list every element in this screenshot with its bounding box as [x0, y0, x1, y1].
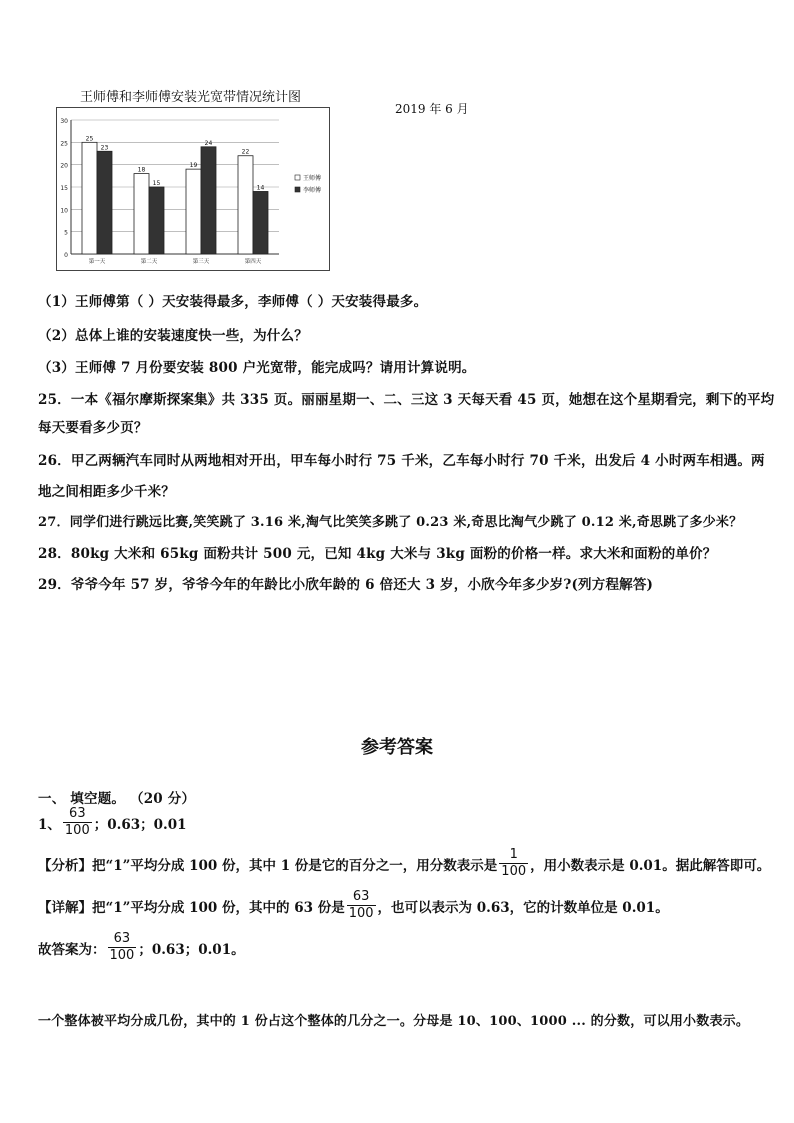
fraction-63-100 — [63, 806, 92, 839]
question-28: 28．80kg 大米和 65kg 面粉共计 500 元，已知 4kg 大米与 3kg 面粉的价格一样。求大米和面粉的单价？ — [38, 546, 717, 562]
fraction-denominator: 100 — [64, 823, 90, 838]
bar-li — [97, 151, 112, 254]
fraction-denominator: 100 — [348, 906, 374, 921]
bar-wang — [238, 156, 253, 254]
legend-swatch — [295, 175, 300, 180]
fraction-numerator: 63 — [347, 889, 376, 906]
fraction-numerator: 1 — [499, 847, 528, 864]
question-26-line1: 26．甲乙两辆汽车同时从两地相对开出，甲车每小时行 75 千米，乙车每小时行 70 千米，出发后 4 小时两车相遇。两 — [38, 453, 765, 469]
y-tick-label: 0 — [64, 252, 68, 259]
x-tick-label: 第四天 — [244, 259, 262, 265]
question-24-1: （1）王师傅第（ ）天安装得最多，李师傅（ ）天安装得最多。 — [38, 294, 428, 310]
detail-text-a: 【详解】把“1”平均分成 100 份，其中的 63 份是 — [38, 899, 345, 916]
legend-swatch — [295, 187, 300, 192]
data-label: 14 — [256, 184, 265, 192]
analysis-line — [38, 847, 770, 880]
answer-1 — [38, 806, 187, 839]
answer-note: 一个整体被平均分成几份，其中的 1 份占这个整体的几分之一。分母是 10、100、1000 ... 的分数，可以用小数表示。 — [38, 1014, 750, 1029]
y-tick-label: 25 — [60, 140, 68, 148]
fraction-denominator: 100 — [501, 864, 527, 879]
answer-1-rest: ；0.63；0.01 — [93, 816, 187, 833]
fraction-numerator: 63 — [63, 806, 92, 823]
x-tick-label: 第二天 — [140, 259, 158, 265]
data-label: 23 — [100, 144, 109, 152]
bar-li — [253, 191, 268, 254]
question-24-2: （2）总体上谁的安装速度快一些，为什么？ — [38, 328, 308, 344]
data-label: 24 — [204, 139, 213, 147]
fraction-63-100 — [347, 889, 376, 922]
final-answer-line — [38, 931, 245, 964]
answers-title: 参考答案 — [361, 737, 433, 758]
answers-section-heading: 一、 填空题。 （20 分） — [38, 791, 196, 807]
data-label: 22 — [241, 148, 250, 156]
fraction-1-100 — [499, 847, 528, 880]
fraction-numerator: 63 — [108, 931, 137, 948]
analysis-text-b: ，用小数表示是 0.01。据此解答即可。 — [530, 857, 771, 874]
chart-date: 2019 年 6 月 — [395, 102, 469, 116]
question-25-line1: 25．一本《福尔摩斯探案集》共 335 页。丽丽星期一、二、三这 3 天每天看 45 页，她想在这个星期看完，剩下的平均 — [38, 392, 775, 408]
data-label: 25 — [85, 135, 94, 143]
question-26-line2: 地之间相距多少千米？ — [38, 484, 175, 500]
data-label: 18 — [137, 166, 146, 174]
chart-title: 王师傅和李师傅安装光宽带情况统计图 — [80, 90, 302, 105]
y-tick-label: 5 — [64, 229, 68, 237]
data-label: 15 — [152, 180, 161, 187]
y-tick-label: 15 — [60, 185, 68, 192]
bar-wang — [186, 169, 201, 254]
detail-text-b: ，也可以表示为 0.63，它的计数单位是 0.01。 — [377, 899, 669, 916]
detail-line — [38, 889, 669, 922]
question-27: 27．同学们进行跳远比赛,笑笑跳了 3.16 米,淘气比笑笑多跳了 0.23 米,奇思比淘气少跳了 0.12 米,奇思跳了多少米？ — [38, 515, 743, 530]
bar-chart-svg — [57, 108, 329, 270]
bar-li — [201, 147, 216, 254]
y-tick-label: 30 — [60, 118, 68, 125]
final-text-b: ；0.63；0.01。 — [138, 941, 245, 958]
fraction-63-100 — [108, 931, 137, 964]
fraction-denominator: 100 — [109, 948, 135, 963]
legend-label: 王师傅 — [303, 175, 322, 182]
legend-label: 李师傅 — [303, 187, 322, 194]
question-25-line2: 每天要看多少页？ — [38, 420, 148, 436]
bar-wang — [82, 142, 97, 254]
y-tick-label: 20 — [60, 162, 68, 170]
data-label: 19 — [189, 162, 198, 170]
x-tick-label: 第三天 — [192, 259, 210, 265]
bar-chart — [56, 107, 330, 271]
x-tick-label: 第一天 — [88, 259, 106, 265]
answer-1-prefix: 1、 — [38, 816, 61, 833]
analysis-text-a: 【分析】把“1”平均分成 100 份，其中 1 份是它的百分之一，用分数表示是 — [38, 857, 498, 874]
bar-wang — [134, 174, 149, 254]
final-text-a: 故答案为： — [38, 941, 106, 958]
bar-li — [149, 187, 164, 254]
question-24-3: （3）王师傅 7 月份要安装 800 户光宽带，能完成吗？请用计算说明。 — [38, 360, 476, 376]
question-29: 29．爷爷今年 57 岁，爷爷今年的年龄比小欣年龄的 6 倍还大 3 岁，小欣今年多少岁?(列方程解答) — [38, 577, 654, 593]
y-tick-label: 10 — [60, 207, 68, 215]
